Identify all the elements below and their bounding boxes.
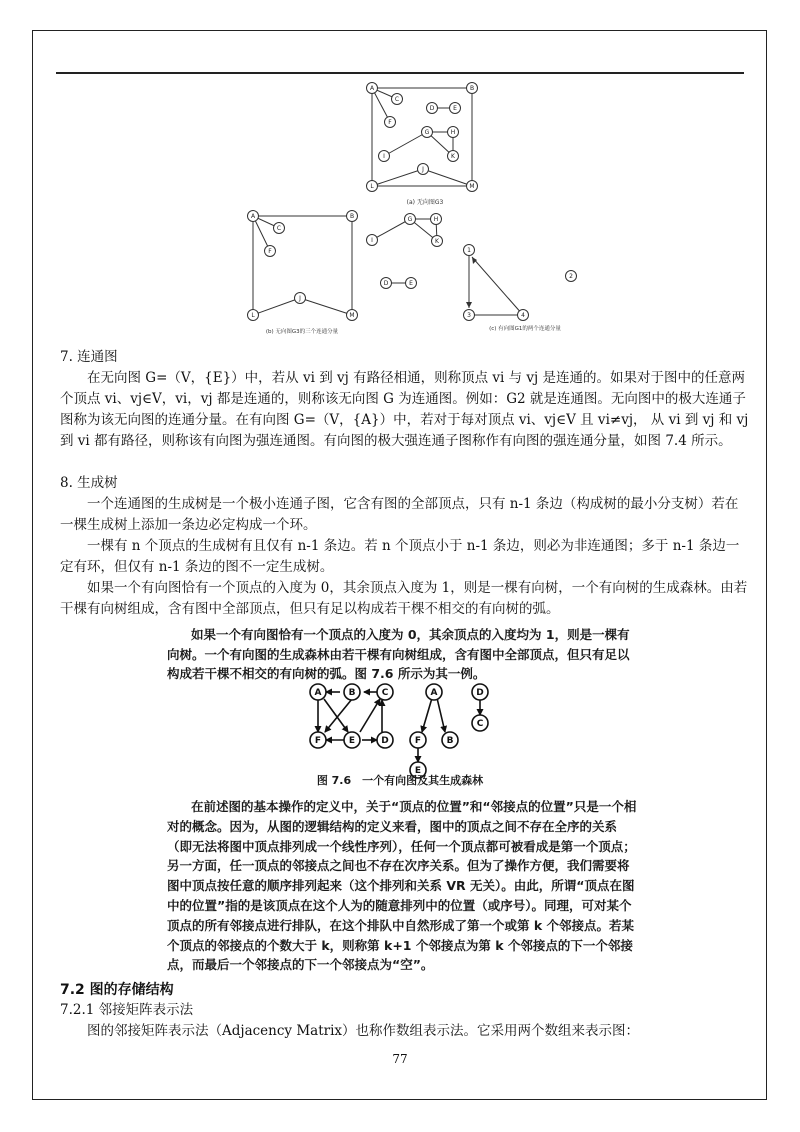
vertex-label: M [349,312,355,319]
vertex-label: H [433,216,439,223]
vertex-label: G [424,129,430,136]
figure-g3 [360,78,490,208]
figure-caption: (c) 有向图G1的两个连通分量 [489,326,561,332]
paragraph: 在无向图 G=（V，{E}）中，若从 vi 到 vj 有路径相通，则称顶点 vi 与 vj 是连通的。如果对于图中的任意两个顶点 vi、vj∈V，vi，vj 都是连通的，则称该无向图 G 为连通图。例如：G2 就是连通图。无向图中的极大连通子图称为该无向图的连通分量。在有向图 G=（V，{A}）中，若对于每对顶点 vi、vj∈V 且 vi≠vj， 从 vi 到 vj 和 vj 到 vi 都有路径，则称该有向图为强连通图。有向图的极大强连通子图称作有向图的强连通分量，如图 7.4 所示。 [60,370,749,449]
figure-7-6 [300,682,505,782]
paragraph: 一棵有 n 个顶点的生成树有且仅有 n-1 条边。若 n 个顶点小于 n-1 条边，则必为非连通图；多于 n-1 条边一定有环，但仅有 n-1 条边的图不一定生成树。 [60,538,740,575]
vertex-label: F [388,119,392,126]
figure-caption: 图 7.6 一个有向图及其生成森林 [316,774,484,787]
page-number: 77 [392,1052,408,1066]
vertex-label: J [299,295,301,302]
vertex-label: C [476,719,484,729]
vertex-label: D [381,736,389,746]
vertex-label: K [451,153,455,160]
vertex-label: I [383,153,385,160]
vertex-label: F [414,736,422,746]
vertex-label: H [450,129,456,136]
vertex-label: 1 [467,247,471,254]
scanned-excerpt: 在前述图的基本操作的定义中，关于“顶点的位置”和“邻接点的位置”只是一个相对的概念。因为，从图的逻辑结构的定义来看，图中的顶点之间不存在全序的关系（即无法将图中顶点排列成一个线性序列），任何一个顶点都可被看成是第一个顶点；另一方面，任一顶点的邻接点之间也不存在次序关系。但为了操作方便，我们需要将图中顶点按任意的顺序排列起来（这个排列和关系 VR 无关）。由此，所谓“顶点在图中的位置”指的是该顶点在这个人为的随意排列中的位置（或序号）。同理，可对某个顶点的所有邻接点进行排队，在这个排队中自然形成了第一个或第 k 个邻接点。若某个顶点的邻接点的个数大于 k，则称第 k+1 个邻接点为第 k 个邻接点的下一个邻接点，而最后一个邻接点的下一个邻接点为“空”。 [167,799,637,973]
vertex-label: E [453,105,457,112]
vertex-label: A [250,213,256,220]
vertex-label: 2 [569,273,573,280]
vertex-label: B [446,736,454,746]
vertex-label: D [383,280,389,287]
vertex-label: D [476,688,484,698]
paragraph: 一个连通图的生成树是一个极小连通子图，它含有图的全部顶点，只有 n-1 条边（构成树的最小分支树）若在一棵生成树上添加一条边必定构成一个环。 [60,496,739,533]
components-svg [240,205,590,340]
vertex-label: L [251,312,255,319]
vertex-label: K [435,238,439,245]
subsection-heading: 7.2.1 邻接矩阵表示法 [60,1002,194,1018]
vertex-label: A [430,688,438,698]
vertex-label: E [348,736,356,746]
vertex-label: B [348,688,356,698]
vertex-label: A [314,688,322,698]
section-heading: 7. 连通图 [60,349,118,365]
vertex-label: G [407,216,413,223]
section-heading: 8. 生成树 [60,475,118,491]
figure-components [240,205,590,340]
section-heading: 7.2 图的存储结构 [60,982,174,998]
figure-caption: (a) 无向图G3 [406,199,444,206]
vertex-label: B [349,213,355,220]
vertex-label: D [429,105,435,112]
vertex-label: 4 [521,312,525,319]
header-rule [56,72,744,74]
graph-g3-svg [360,78,490,208]
paragraph: 如果一个有向图恰有一个顶点的入度为 0，其余顶点入度为 1，则是一棵有向树，一个有向树的生成森林。由若干棵有向树组成，含有图中全部顶点，但只有足以构成若干棵不相交的有向树的弧。 [60,580,748,617]
vertex-label: J [422,166,424,173]
vertex-label: C [276,225,282,232]
vertex-label: L [370,183,374,190]
vertex-label: C [394,96,400,103]
paragraph: 图的邻接矩阵表示法（Adjacency Matrix）也称作数组表示法。它采用两个数组来表示图： [87,1023,640,1039]
vertex-label: B [469,85,475,92]
vertex-label: F [268,248,272,255]
vertex-label: I [371,237,373,244]
vertex-label: A [369,85,375,92]
forest-svg [300,682,505,782]
scanned-excerpt: 如果一个有向图恰有一个顶点的入度为 0，其余顶点的入度均为 1，则是一棵有向树。一个有向图的生成森林由若干棵有向树组成，含有图中全部顶点，但只有足以构成若干棵不相交的有向树的弧。图 7.6 所示为其一例。 [167,627,630,681]
vertex-label: E [414,766,422,776]
vertex-label: E [409,280,413,287]
vertex-label: 3 [467,312,471,319]
vertex-label: C [381,688,389,698]
vertex-label: M [469,183,475,190]
vertex-label: F [314,736,322,746]
figure-caption: (b) 无向图G3的三个连通分量 [265,329,339,335]
